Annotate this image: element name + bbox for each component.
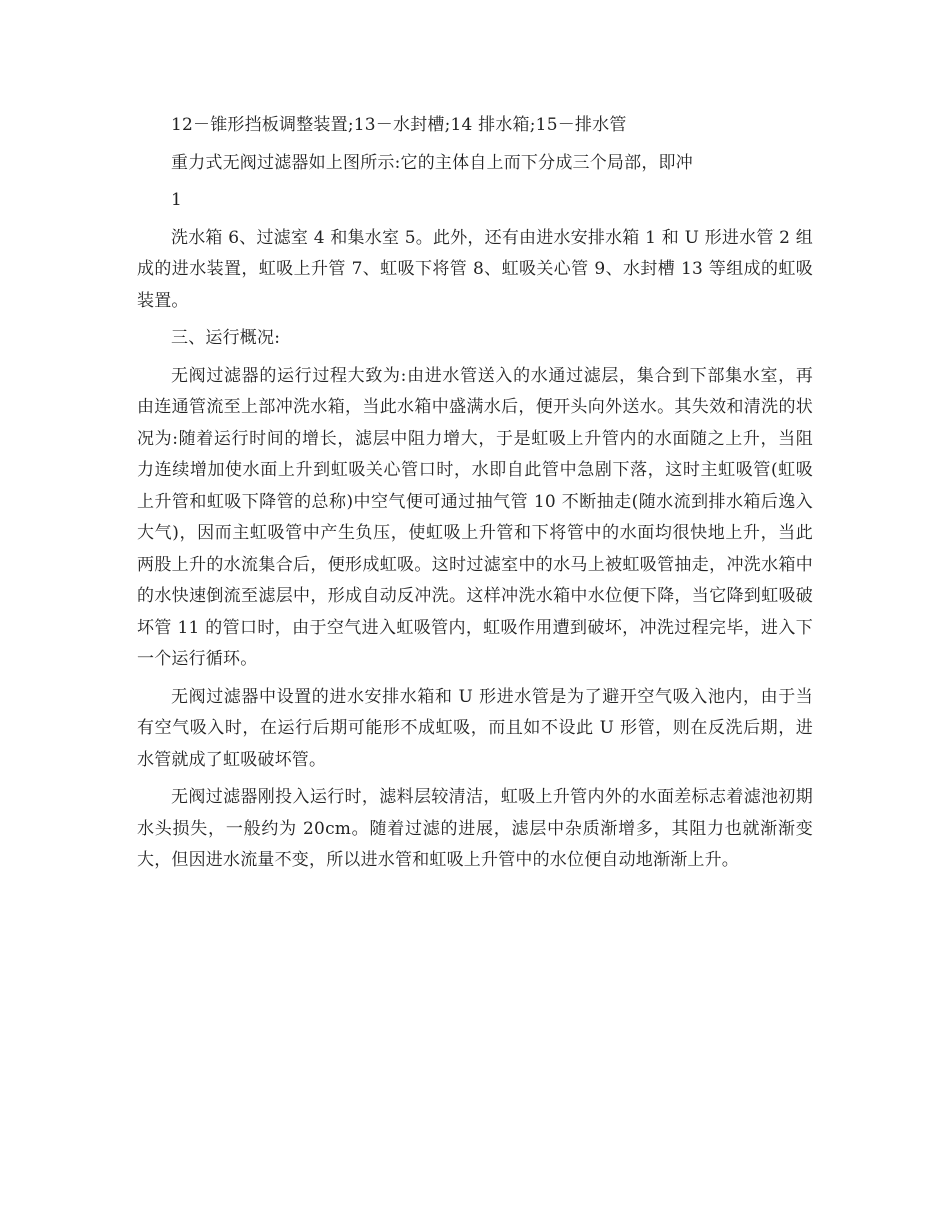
figure-legend-line: 12－锥形挡板调整装置;13－水封槽;14 排水箱;15－排水管 <box>171 115 627 135</box>
paragraph-initial-run: 无阀过滤器刚投入运行时，滤料层较清洁，虹吸上升管内外的水面差标志着滤池初期水头损失，一般约为 20cm。随着过滤的进展，滤层中杂质渐增多，其阻力也就渐渐变大，但因进水流量不变，所以进水管和虹吸上升管中的水位便自动地渐渐上升。 <box>137 787 813 870</box>
page-number: 1 <box>171 190 183 210</box>
paragraph-intro: 重力式无阀过滤器如上图所示:它的主体自上而下分成三个局部，即冲 <box>171 152 693 173</box>
paragraph-u-pipe: 无阀过滤器中设置的进水安排水箱和 U 形进水管是为了避开空气吸入池内，由于当有空气吸入时，在运行后期可能形不成虹吸，而且如不设此 U 形管，则在反洗后期，进水管就成了虹吸破坏管。 <box>137 686 813 770</box>
section-heading: 三、运行概况: <box>171 328 281 348</box>
paragraph-operation: 无阀过滤器的运行过程大致为:由进水管送入的水通过滤层，集合到下部集水室，再由连通管流至上部冲洗水箱，当此水箱中盛满水后，便开头向外送水。其失效和清洗的状况为:随着运行时间的增长，滤层中阻力增大，于是虹吸上升管内的水面随之上升，当阻力连续增加使水面上升到虹吸关心管口时，水即自此管中急剧下落，这时主虹吸管(虹吸上升管和虹吸下降管的总称)中空气便可通过抽气管 10 不断抽走(随水流到排水箱后逸入大气)，因而主虹吸管中产生负压，使虹吸上升管和下将管中的水面均很快地上升，当此两股上升的水流集合后，便形成虹吸。这时过滤室中的水马上被虹吸管抽走，冲洗水箱中的水快速倒流至滤层中，形成自动反冲洗。这样冲洗水箱中水位便下降，当它降到虹吸破坏管 11 的管口时，由于空气进入虹吸管内，虹吸作用遭到破坏，冲洗过程完毕，进入下一个运行循环。 <box>137 365 813 669</box>
document-body <box>137 110 813 883</box>
paragraph-components: 洗水箱 6、过滤室 4 和集水室 5。此外，还有由进水安排水箱 1 和 U 形进水管 2 组成的进水装置，虹吸上升管 7、虹吸下将管 8、虹吸关心管 9、水封槽 13 等组成的虹吸装置。 <box>137 227 813 311</box>
